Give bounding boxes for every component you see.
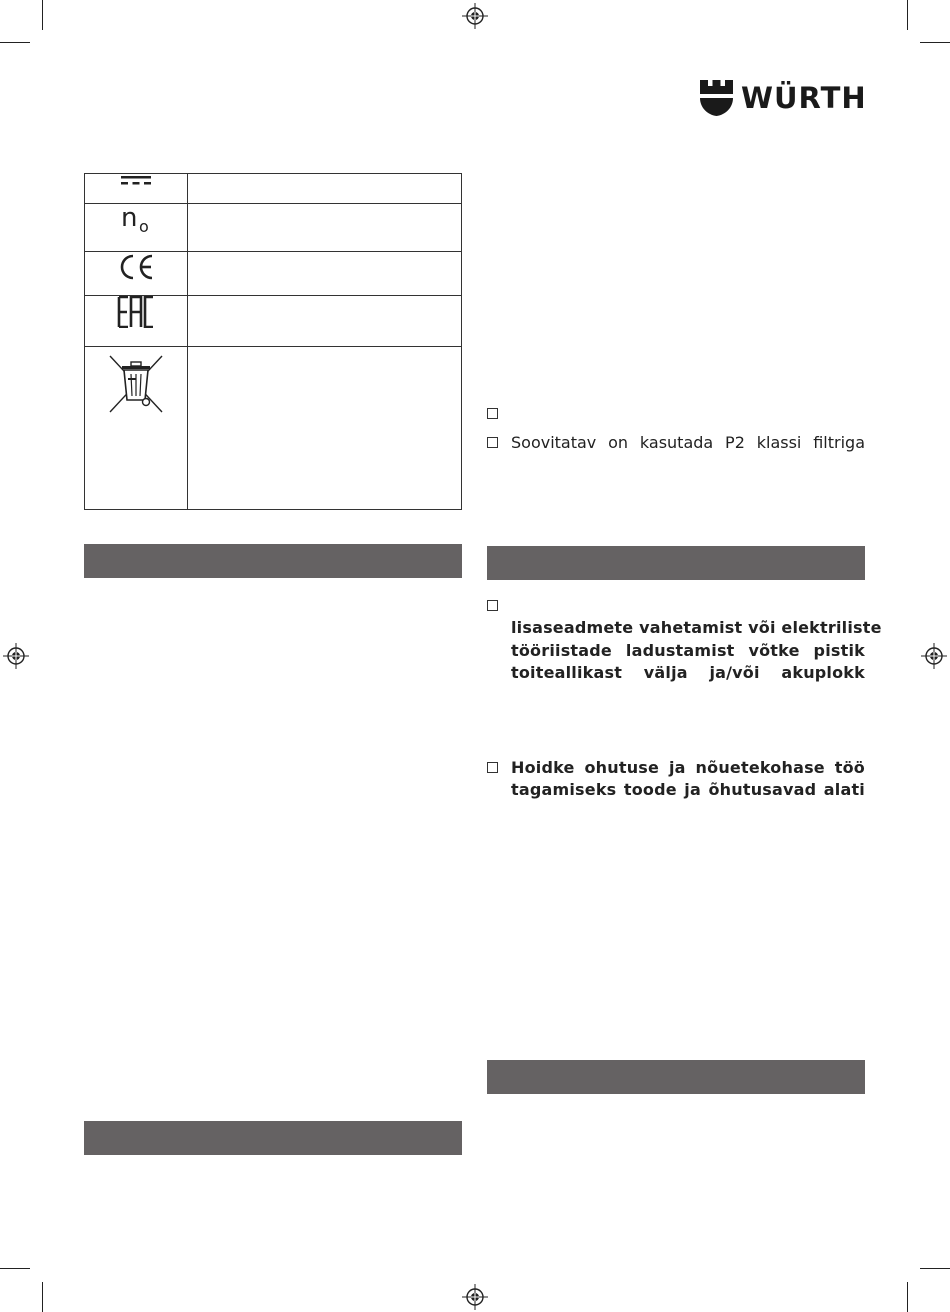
symbol-description-cell bbox=[188, 174, 462, 204]
symbol-row bbox=[85, 347, 462, 510]
symbol-icon-cell bbox=[85, 347, 188, 510]
symbol-icon-cell bbox=[85, 252, 188, 296]
bullet-box bbox=[487, 600, 498, 611]
no-load-speed-subscript: o bbox=[139, 217, 149, 234]
symbol-description-cell bbox=[188, 347, 462, 510]
symbol-description-cell bbox=[188, 204, 462, 252]
symbol-table bbox=[84, 173, 462, 510]
crop-mark bbox=[0, 1268, 30, 1269]
maintenance-line: tööriistade ladustamist võtke pistik bbox=[511, 641, 865, 660]
section-header bbox=[487, 1060, 865, 1094]
crop-mark bbox=[920, 42, 950, 43]
brand-name: WÜRTH bbox=[741, 81, 867, 115]
ce-mark-icon bbox=[116, 252, 156, 282]
symbol-row bbox=[85, 174, 462, 204]
bullet-box bbox=[487, 762, 498, 773]
no-load-speed-icon bbox=[119, 204, 153, 234]
registration-mark-icon bbox=[3, 643, 29, 669]
crop-mark bbox=[42, 0, 43, 30]
bullet-box bbox=[487, 437, 498, 448]
symbol-row bbox=[85, 204, 462, 252]
symbol-icon-cell bbox=[85, 174, 188, 204]
keep-clean-line: tagamiseks toode ja õhutusavad alati bbox=[511, 780, 865, 799]
symbol-row bbox=[85, 252, 462, 296]
crop-mark bbox=[0, 42, 30, 43]
crop-mark bbox=[42, 1282, 43, 1312]
section-header bbox=[84, 544, 462, 578]
symbol-icon-cell bbox=[85, 296, 188, 347]
bullet-box bbox=[487, 408, 498, 419]
keep-clean-line: Hoidke ohutuse ja nõuetekohase töö bbox=[511, 758, 865, 777]
registration-mark-icon bbox=[462, 1284, 488, 1310]
dc-current-icon bbox=[121, 174, 151, 186]
no-load-speed-glyph: n bbox=[121, 204, 138, 233]
symbol-description-cell bbox=[188, 296, 462, 347]
registration-mark-icon bbox=[921, 643, 947, 669]
symbol-description-cell bbox=[188, 252, 462, 296]
brand-logo bbox=[700, 80, 867, 116]
registration-mark-icon bbox=[462, 3, 488, 29]
crop-mark bbox=[920, 1268, 950, 1269]
symbol-row bbox=[85, 296, 462, 347]
maintenance-line: lisaseadmete vahetamist või elektriliste bbox=[511, 618, 882, 637]
weee-crossed-bin-icon bbox=[108, 354, 164, 414]
section-header bbox=[84, 1121, 462, 1155]
section-header bbox=[487, 546, 865, 580]
wurth-shield-icon bbox=[700, 80, 733, 116]
eac-mark-icon bbox=[117, 296, 155, 328]
mask-note-line: Soovitatav on kasutada P2 klassi filtriga bbox=[511, 433, 865, 452]
crop-mark bbox=[907, 1282, 908, 1312]
symbol-icon-cell bbox=[85, 204, 188, 252]
maintenance-line: toiteallikast välja ja/või akuplokk bbox=[511, 663, 865, 682]
crop-mark bbox=[907, 0, 908, 30]
